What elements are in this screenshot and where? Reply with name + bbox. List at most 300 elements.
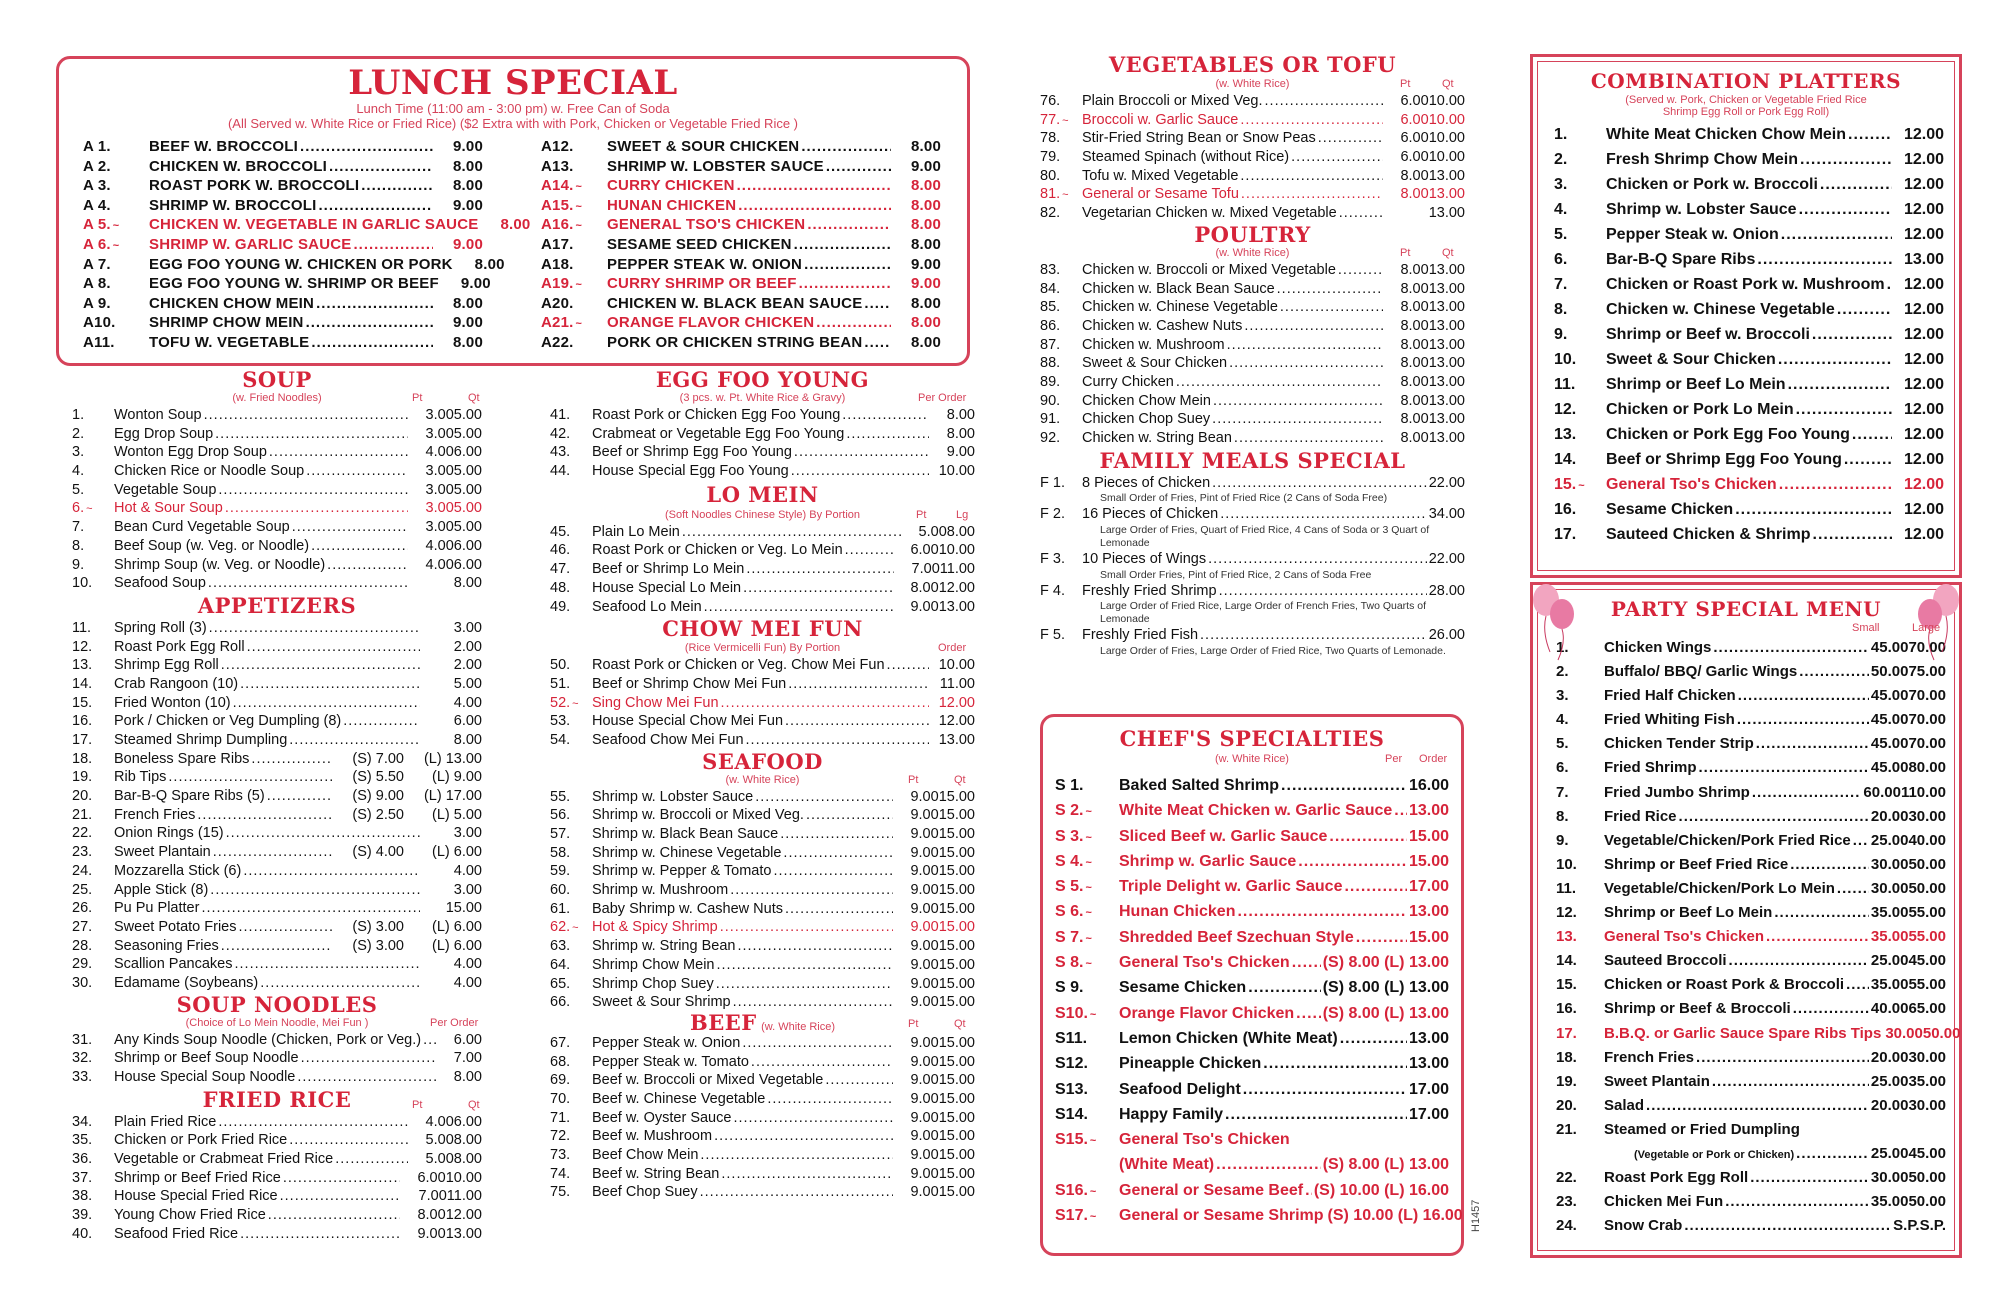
leader-dots — [1265, 92, 1383, 111]
leader-dots — [737, 937, 892, 956]
item-price: 6.00 — [453, 537, 482, 554]
leader-dots — [1781, 222, 1892, 247]
item-number: 29. — [72, 956, 93, 973]
item-name: Shrimp w. Black Bean Sauce — [592, 826, 779, 842]
item-number: 17. — [1554, 526, 1577, 543]
item-price: 15.00 — [938, 1184, 975, 1201]
item-number: A 8. — [83, 275, 111, 293]
leader-dots — [168, 768, 332, 787]
leader-dots — [233, 694, 420, 713]
item-name: General or Sesame Tofu — [1082, 186, 1239, 203]
item-price: 9.00 — [417, 1225, 446, 1242]
menu-item — [550, 788, 975, 807]
item-price: 9.00 — [910, 863, 939, 880]
menu-item — [550, 656, 975, 675]
leader-dots — [1243, 1077, 1407, 1102]
menu-item — [550, 956, 975, 975]
item-name: Chicken w. Broccoli or Mixed Vegetable — [1082, 261, 1336, 278]
menu-item — [1055, 1203, 1463, 1228]
poultry-header-qt: Qt — [1442, 246, 1454, 259]
item-name: 8 Pieces of Chicken — [1082, 474, 1211, 491]
leader-dots — [311, 537, 408, 556]
item-price-large: 50.00 — [1908, 855, 1946, 873]
item-price: 11.00 — [939, 561, 975, 578]
item-number: 28. — [72, 937, 93, 954]
menu-item — [1040, 474, 1465, 493]
leader-dots — [1684, 1214, 1891, 1238]
item-number: 55. — [550, 788, 571, 805]
menu-item — [72, 899, 482, 918]
party-header-large: Large — [1912, 622, 1941, 634]
item-name: Steamed Shrimp Dumpling — [114, 732, 288, 748]
item-price-large: 110.00 — [1900, 783, 1946, 801]
item-name: Crab Rangoon (10) — [114, 675, 239, 692]
item-number: 5. — [1556, 735, 1569, 753]
menu-item — [1554, 122, 1944, 147]
item-price: 12.00 — [1903, 426, 1944, 443]
item-price-large: 55.00 — [1908, 928, 1946, 946]
item-number: 72. — [550, 1128, 571, 1145]
item-name: Beef Chow Mein — [592, 1147, 699, 1163]
leader-dots — [826, 157, 891, 177]
menu-item — [83, 313, 483, 333]
item-price: 7.00 — [418, 1188, 447, 1205]
item-price: 9.00 — [911, 255, 941, 273]
leader-dots — [1837, 877, 1869, 901]
item-name: Salad — [1604, 1096, 1645, 1114]
menu-item — [1556, 781, 1946, 805]
menu-item — [72, 462, 482, 481]
leader-dots — [1799, 197, 1892, 222]
item-price: 15.00 — [938, 1053, 975, 1070]
item-name: Steamed Spinach (without Rice) — [1082, 149, 1290, 166]
item-name: Sweet & Sour Shrimp — [592, 994, 731, 1011]
menu-item — [1040, 111, 1465, 130]
menu-item — [72, 656, 482, 675]
item-number: 2. — [72, 425, 85, 442]
item-price-large: 40.00 — [1908, 831, 1946, 849]
menu-item — [541, 274, 941, 294]
item-name: Seafood Delight — [1119, 1080, 1241, 1098]
menu-item — [1055, 1077, 1449, 1102]
leader-dots — [221, 937, 332, 956]
item-name: Sliced Beef w. Garlic Sauce — [1119, 827, 1328, 845]
item-name: Beef w. Chinese Vegetable — [592, 1090, 766, 1107]
item-number: S 4. ~ — [1055, 852, 1092, 870]
menu-item — [1554, 472, 1944, 497]
item-name: EGG FOO YOUNG W. CHICKEN OR PORK — [149, 255, 453, 273]
item-number: A10. — [83, 314, 116, 332]
item-number: S11. — [1055, 1029, 1088, 1047]
item-number: A18. — [541, 255, 574, 273]
item-name: Seafood Lo Mein — [592, 598, 702, 615]
menu-item — [1556, 1094, 1946, 1118]
item-name: Chicken w. Black Bean Sauce — [1082, 280, 1275, 297]
poultry-subtitle: (w. White Rice) — [1215, 246, 1290, 259]
menu-item — [72, 1206, 482, 1225]
item-number: 66. — [550, 994, 571, 1011]
item-price: 15.00 — [938, 1165, 975, 1182]
menu-item — [1556, 1142, 1946, 1166]
item-price: 15.00 — [1408, 827, 1449, 845]
menu-item — [1040, 429, 1465, 448]
leader-dots — [1339, 204, 1383, 223]
menu-item — [1055, 773, 1449, 798]
menu-item — [83, 157, 483, 177]
leader-dots — [743, 579, 893, 598]
item-price: 3.00 — [453, 881, 482, 898]
item-name: (White Meat) — [1119, 1156, 1215, 1174]
menu-item — [72, 481, 482, 500]
item-price-small: 35.00 — [1870, 976, 1909, 994]
item-name: Shrimp Chop Suey — [592, 975, 714, 992]
item-price: 12.00 — [1903, 501, 1944, 518]
item-price: 15.00 — [938, 807, 975, 824]
item-name: Pork / Chicken or Veg Dumpling (8) — [114, 713, 342, 730]
item-price: 3.00 — [425, 481, 454, 498]
item-price-small: (S) 7.00 — [352, 750, 404, 767]
item-price: 15.00 — [938, 1072, 975, 1089]
item-number: 26. — [72, 900, 93, 917]
leader-dots — [1735, 497, 1892, 522]
item-price-small: 25.00 — [1870, 952, 1909, 970]
item-number: A21. ~ — [541, 314, 583, 332]
item-price: 13.00 — [1428, 430, 1465, 446]
family-meals-list — [1040, 474, 1465, 658]
item-name: Crabmeat or Vegetable Egg Foo Young — [592, 425, 845, 442]
item-price: 5.00 — [453, 407, 482, 423]
item-price-small: 25.00 — [1870, 831, 1909, 849]
item-name: Beef Soup (w. Veg. or Noodle) — [114, 537, 310, 554]
menu-item — [1554, 397, 1944, 422]
item-price: 12.00 — [1903, 476, 1944, 493]
menu-item — [550, 425, 975, 444]
leader-dots — [721, 694, 929, 713]
item-price: 13.00 — [1428, 299, 1465, 316]
fried-rice-header-pt: Pt — [412, 1098, 423, 1111]
item-price: 4.00 — [453, 694, 482, 711]
item-price-large: (L) 17.00 — [423, 788, 482, 805]
item-number: S 9. — [1055, 979, 1084, 997]
leader-dots — [210, 881, 420, 900]
item-price: 3.00 — [453, 619, 482, 636]
item-price-large: (L) 6.00 — [432, 844, 482, 861]
column-1 — [72, 368, 482, 1244]
item-price: 6.00 — [453, 556, 482, 573]
item-name: Shredded Beef Szechuan Style — [1119, 928, 1354, 946]
menu-item — [541, 235, 941, 255]
item-price-small: 30.00 — [1870, 1169, 1909, 1187]
item-number: 2. — [1554, 151, 1568, 168]
egg-foo-young-title: EGG FOO YOUNG — [655, 367, 870, 392]
leader-dots — [846, 425, 929, 444]
item-price: 15.00 — [938, 1034, 975, 1051]
item-number: 12. — [1554, 401, 1577, 418]
combination-platters-box — [1530, 54, 1962, 578]
item-price-large: 70.00 — [1908, 711, 1946, 729]
item-number: 11. — [1554, 376, 1576, 393]
menu-item — [72, 1031, 482, 1050]
fried-rice-list — [72, 1113, 482, 1244]
item-name: EGG FOO YOUNG W. SHRIMP OR BEEF — [149, 275, 439, 293]
lo-mein-title: LO MEIN — [706, 481, 819, 507]
item-price: 6.00 — [453, 444, 482, 461]
item-name: Pu Pu Platter — [114, 900, 200, 917]
item-price: 6.00 — [453, 1031, 482, 1048]
leader-dots — [842, 406, 929, 425]
item-price: 15.00 — [938, 882, 975, 899]
item-price: 13.00 — [1428, 167, 1465, 184]
item-price: 8.00 — [453, 333, 483, 351]
leader-dots — [306, 313, 433, 333]
item-note: Small Order Fries, Pint of Fried Rice, 2 Cans of Soda Free — [1100, 568, 1372, 581]
swirl-icon: ~ — [1089, 1211, 1097, 1224]
swirl-icon: ~ — [572, 697, 579, 710]
leader-dots — [197, 806, 332, 825]
leader-dots — [788, 675, 929, 694]
combo-list — [1548, 122, 1944, 547]
leader-dots — [1796, 1142, 1869, 1166]
menu-item — [83, 274, 491, 294]
veg-tofu-header-pt: Pt — [1400, 78, 1411, 90]
item-name: Fried Jumbo Shrimp — [1604, 783, 1750, 801]
item-name: House Special Egg Foo Young — [592, 463, 789, 480]
item-number: 6. ~ — [72, 500, 93, 517]
item-name: Chicken w. Chinese Vegetable — [1606, 301, 1835, 318]
menu-item — [72, 750, 482, 769]
poultry-header-pt: Pt — [1400, 246, 1411, 259]
leader-dots — [1679, 805, 1869, 829]
menu-item — [1055, 1127, 1449, 1152]
leader-dots — [1220, 505, 1426, 524]
leader-dots — [1756, 732, 1869, 756]
item-price-large: 50.00 — [1908, 879, 1946, 897]
leader-dots — [773, 862, 892, 881]
item-name: White Meat Chicken w. Garlic Sauce — [1119, 802, 1393, 820]
leader-dots — [767, 1090, 892, 1109]
menu-item — [1040, 298, 1465, 317]
leader-dots — [423, 1031, 436, 1050]
leader-dots — [1796, 397, 1892, 422]
item-number: 73. — [550, 1147, 571, 1163]
menu-item — [1554, 447, 1944, 472]
menu-item — [72, 918, 482, 937]
item-number: 8. — [72, 537, 85, 554]
item-number: S 8. ~ — [1055, 954, 1092, 972]
item-number: 22. — [1556, 1169, 1577, 1187]
leader-dots — [801, 137, 891, 157]
leader-dots — [1712, 1070, 1869, 1094]
leader-dots — [329, 157, 433, 177]
item-price: 9.00 — [910, 844, 939, 861]
item-number: A16. ~ — [541, 216, 583, 234]
menu-item — [550, 993, 975, 1012]
item-name: Vegetable Soup — [114, 481, 217, 498]
party-list — [1546, 636, 1961, 1238]
menu-item — [1055, 925, 1449, 950]
soup-header-pt: Pt — [412, 392, 423, 404]
lunch-special-subtitle: Lunch Time (11:00 am - 3:00 pm) w. Free Can of Soda — [356, 101, 670, 116]
item-price-small: S.P. — [1893, 1217, 1920, 1235]
item-name: Roast Pork or Chicken Egg Foo Young — [592, 407, 841, 423]
leader-dots — [225, 499, 408, 518]
menu-item — [1040, 185, 1465, 204]
leader-dots — [1844, 447, 1892, 472]
item-name: General or Sesame Shrimp — [1119, 1207, 1324, 1225]
item-number: 1. — [1554, 126, 1568, 143]
leader-dots — [1340, 1026, 1407, 1051]
item-price-large: 50.00 — [1908, 1193, 1946, 1211]
menu-item — [72, 806, 482, 825]
item-number: 32. — [72, 1050, 93, 1067]
lo-mein-subtitle: (Soft Noodles Chinese Style) By Portion — [664, 508, 861, 521]
menu-item — [1040, 167, 1465, 186]
item-number: 50. — [550, 657, 571, 674]
item-number: 3. — [72, 444, 85, 461]
leader-dots — [730, 881, 893, 900]
menu-item — [1554, 197, 1944, 222]
item-number: 87. — [1040, 336, 1061, 353]
lunch-special-box — [56, 56, 970, 366]
item-number: 15. ~ — [1554, 476, 1585, 493]
item-number: F 2. — [1040, 506, 1065, 523]
item-price: 12.00 — [1903, 326, 1944, 343]
item-name: General Tso's Chicken — [1119, 1131, 1290, 1149]
item-name: ORANGE FLAVOR CHICKEN — [607, 314, 815, 332]
item-price: 15.00 — [938, 994, 975, 1011]
item-price: 15.00 — [938, 900, 975, 917]
item-price-large: 70.00 — [1908, 687, 1946, 705]
item-price-small: 25.00 — [1870, 1072, 1909, 1090]
item-price: 6.00 — [453, 1113, 482, 1130]
menu-item — [72, 731, 482, 750]
leader-dots — [1774, 901, 1869, 925]
leader-dots — [1240, 111, 1382, 130]
seafood-header-qt: Qt — [954, 773, 966, 786]
menu-item — [72, 1113, 482, 1132]
menu-item — [1055, 1178, 1449, 1203]
item-price: 4.00 — [453, 862, 482, 879]
item-name: Chicken Wings — [1604, 639, 1712, 656]
menu-item — [1040, 280, 1465, 299]
poultry-list — [1040, 261, 1465, 448]
menu-item — [1040, 392, 1465, 411]
item-name: Fried Whiting Fish — [1604, 711, 1735, 729]
item-price: 8.00 — [946, 425, 975, 442]
menu-item — [1055, 874, 1449, 899]
item-name: Beef or Shrimp Egg Foo Young — [1606, 451, 1842, 468]
leader-dots — [319, 196, 434, 216]
item-price: 4.00 — [425, 556, 454, 573]
menu-item — [72, 937, 482, 956]
item-name: Beef w. Oyster Sauce — [592, 1109, 732, 1126]
item-name: PORK OR CHICKEN STRING BEAN — [607, 333, 863, 351]
leader-dots — [1699, 756, 1869, 780]
item-price: 15.00 — [938, 1090, 975, 1107]
item-price: 15.00 — [938, 863, 975, 880]
menu-item — [1040, 505, 1465, 524]
menu-item — [72, 1225, 482, 1244]
item-name: House Special Lo Mein — [592, 579, 742, 596]
soup-noodles-list — [72, 1031, 482, 1087]
menu-item — [1055, 824, 1449, 849]
menu-item — [1554, 422, 1944, 447]
item-number: 41. — [550, 407, 571, 423]
item-price-small: 45.00 — [1870, 639, 1909, 656]
menu-item — [1055, 975, 1449, 1000]
item-name: Sauteed Broccoli — [1604, 952, 1727, 970]
soup-subtitle: (w. Fried Noodles) — [232, 392, 322, 404]
item-number: 4. — [1556, 711, 1569, 729]
item-number: 6. — [1556, 759, 1569, 777]
item-price: 4.00 — [425, 1113, 454, 1130]
item-number: 18. — [72, 750, 93, 767]
item-price: 6.00 — [453, 713, 482, 730]
item-number: 47. — [550, 561, 571, 578]
swirl-icon: ~ — [1089, 1008, 1097, 1021]
item-price: 13.00 — [938, 731, 975, 748]
item-price: (S) 8.00 (L) 13.00 — [1322, 954, 1449, 972]
menu-item — [1040, 626, 1465, 645]
fried-rice-header-qt: Qt — [468, 1098, 480, 1111]
item-number: 70. — [550, 1090, 571, 1107]
item-name: Sweet Plantain — [1604, 1072, 1710, 1090]
item-price-small: 45.00 — [1870, 711, 1909, 729]
leader-dots — [1788, 372, 1892, 397]
swirl-icon: ~ — [575, 181, 583, 194]
item-number: 49. — [550, 598, 571, 615]
menu-item — [1055, 950, 1449, 975]
item-price: 9.00 — [911, 157, 941, 175]
item-name: Chicken w. Mushroom — [1082, 336, 1225, 353]
menu-item — [550, 918, 975, 937]
item-name: Beef Chop Suey — [592, 1184, 698, 1201]
item-price-large: 55.00 — [1908, 976, 1946, 994]
swirl-icon: ~ — [1085, 882, 1092, 895]
leader-dots — [239, 918, 333, 937]
item-number: 30. — [72, 974, 93, 991]
item-name: Sweet Plantain — [114, 844, 211, 861]
item-price: 9.00 — [910, 1053, 939, 1070]
leader-dots — [1813, 522, 1893, 547]
lunch-special-note: (All Served w. White Rice or Fried Rice) ($2 Extra with with Pork, Chicken or Vegetable Fried Rice ) — [227, 116, 799, 131]
leader-dots — [720, 918, 893, 937]
item-number: 15. — [72, 694, 93, 711]
item-price: 8.00 — [911, 216, 941, 234]
leader-dots — [240, 1225, 400, 1244]
item-name: Shrimp or Beef Lo Mein — [1604, 904, 1773, 922]
item-number: 61. — [550, 900, 571, 917]
item-note: Large Order of Fried Rice, Large Order of French Fries, Two Quarts of Lemonade — [1100, 600, 1427, 626]
item-price-large: 30.00 — [1908, 807, 1946, 825]
item-price: 9.00 — [910, 1128, 939, 1145]
item-price: 8.00 — [474, 255, 505, 273]
item-name: Fresh Shrimp Chow Mein — [1606, 151, 1799, 168]
item-name: White Meat Chicken Chow Mein — [1606, 126, 1847, 143]
item-number: 5. — [1554, 226, 1568, 243]
swirl-icon: ~ — [112, 239, 120, 252]
item-number: 22. — [72, 825, 93, 842]
item-number: A12. — [541, 138, 574, 155]
item-price: 8.00 — [1400, 430, 1429, 446]
leader-dots — [218, 1113, 407, 1132]
menu-item — [550, 712, 975, 731]
leader-dots — [1248, 975, 1321, 1000]
item-name: SESAME SEED CHICKEN — [607, 235, 792, 253]
menu-item — [1055, 1001, 1449, 1026]
item-price-small: 60.00 — [1863, 783, 1901, 801]
menu-item — [1556, 684, 1946, 708]
